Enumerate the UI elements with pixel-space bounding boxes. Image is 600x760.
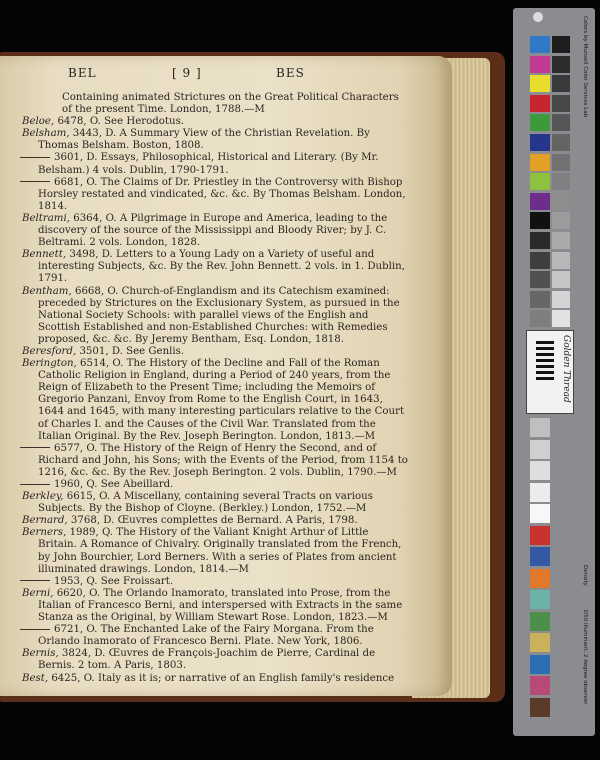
color-swatch (530, 504, 550, 523)
color-swatch (530, 676, 550, 695)
entry-headword: Berners, (22, 527, 67, 539)
color-swatch (530, 154, 550, 171)
entry-text: 6514, O. The History of the Decline and Fall of the Roman Catholic Religion in England, during a Period of 240 years, from the Reign of Elizabeth to the Present Time; including the Memoirs of Gregorio Panzani, Envoy from Rome to the English Court, in 1643, 1644 and 1645, with many interesting particulars relative to the Court of Charles I. and the Causes of the Civil War. Translated from the Italian Original. By the Rev. Joseph Berington. London, 1813.—M (38, 358, 405, 442)
gray-patch (552, 212, 570, 229)
index-entry (22, 479, 410, 491)
entry-text: 3498, D. Letters to a Young Lady on a Variety of useful and interesting Subjects, &c. By the Rev. John Bennett. 2 vols. in 1. Dublin, 1791. (38, 249, 405, 285)
ditto-dash (20, 157, 50, 158)
entry-headword: Best, (22, 672, 49, 684)
index-entry (22, 358, 410, 443)
color-swatch (530, 569, 550, 588)
index-entry (22, 624, 410, 648)
ditto-dash (20, 580, 50, 581)
index-entry (22, 491, 410, 515)
ditto-dash (20, 181, 50, 182)
color-swatch (530, 193, 550, 210)
target-label-top: Colors by Munsell Color Services Lab (582, 16, 588, 118)
index-entry (22, 249, 410, 285)
header-left-word: BEL (68, 66, 97, 80)
gray-patch (552, 36, 570, 53)
ditto-dash (20, 447, 50, 448)
barcode-mark (536, 340, 554, 380)
color-swatch (530, 655, 550, 674)
gray-patch (552, 154, 570, 171)
index-entry (22, 673, 410, 685)
entry-text: 6668, O. Church-of-Englandism and its Catechism examined: preceded by Strictures on the Exclusionary System, as pursued in the National Society Schools: with parallel views of the English and Scottish Established and non-Established Churches: with Remedies proposed, &c. &c. By Jeremy Bentham, Esq. London, 1818. (38, 285, 400, 345)
gray-patch (552, 271, 570, 288)
color-swatch (530, 134, 550, 151)
gray-patch (552, 134, 570, 151)
color-swatch (530, 173, 550, 190)
intro-line: of the present Time. London, 1788.—M (62, 104, 265, 116)
color-swatch (530, 612, 550, 631)
ditto-dash (20, 629, 50, 630)
running-header (0, 66, 440, 86)
entry-text: 6478, O. See Herodotus. (57, 116, 185, 128)
color-swatch (530, 547, 550, 566)
index-entry (22, 527, 410, 575)
color-swatch (530, 36, 550, 53)
index-text (22, 92, 410, 685)
entry-text: 3501, D. See Genlis. (79, 345, 185, 357)
gray-patch (552, 114, 570, 131)
index-entry (22, 515, 410, 527)
gray-patch (552, 310, 570, 327)
gray-patch (552, 252, 570, 269)
color-swatch (530, 271, 550, 288)
color-swatch (530, 698, 550, 717)
gray-patch (552, 232, 570, 249)
entry-headword: Belsham, (22, 128, 70, 140)
entry-text: 6364, O. A Pilgrimage in Europe and America, leading to the discovery of the source of the Mississippi and Bloody River; by J. C. Beltrami. 2 vols. London, 1828. (38, 212, 388, 249)
entry-text: 3443, D. A Summary View of the Christian Revelation. By Thomas Belsham. Boston, 1808. (38, 128, 370, 152)
ditto-dash (20, 484, 50, 485)
entry-headword: Bennett, (22, 249, 67, 261)
color-swatch (530, 75, 550, 92)
color-swatch (530, 526, 550, 545)
index-entry (22, 576, 410, 588)
insert-label: Golden Thread (561, 335, 571, 403)
index-entry (22, 346, 410, 358)
index-entry (22, 588, 410, 624)
color-swatch (530, 633, 550, 652)
color-swatch (530, 418, 550, 437)
color-swatch (530, 114, 550, 131)
entry-text: 1960, Q. See Abeillard. (54, 479, 174, 490)
entry-text: 1953, Q. See Froissart. (54, 575, 174, 587)
entry-text: 6425, O. Italy as it is; or narrative of an English family's residence (51, 672, 395, 684)
index-entry (22, 286, 410, 346)
entry-text: 6681, O. The Claims of Dr. Priestley in the Controversy with Bishop Horsley restated and vindicated, &c. &c. By Thomas Belsham. London, 1814. (38, 176, 406, 212)
gray-patch (552, 56, 570, 73)
entry-text: 3824, D. Œuvres de François-Joachim de Pierre, Cardinal de Bernis. 2 tom. A Paris, 1803. (38, 648, 376, 672)
entry-headword: Bentham, (22, 285, 72, 297)
target-label-density: Density (582, 565, 588, 586)
color-swatch (530, 232, 550, 249)
page-number: [ 9 ] (172, 66, 202, 80)
header-right-word: BES (276, 66, 305, 80)
entry-text: 3601, D. Essays, Philosophical, Historical and Literary. (By Mr. Belsham.) 4 vols. Dublin, 1790-1791. (38, 152, 379, 176)
registration-dot (533, 12, 543, 22)
entry-text: 6721, O. The Enchanted Lake of the Fairy Morgana. From the Orlando Inamorato of Francesco Berni. Plate. New York, 1806. (38, 624, 374, 648)
index-entry (22, 213, 410, 249)
color-swatch (530, 212, 550, 229)
color-swatch (530, 291, 550, 308)
entry-headword: Bernis, (22, 648, 59, 660)
entry-text: 6620, O. The Orlando Inamorato, translated into Prose, from the Italian of Francesco Berni, and interspersed with Extracts in the same Stanza as the Original, by William Stewart Rose. London, 1823.—M (38, 587, 403, 624)
color-swatch (530, 56, 550, 73)
color-swatch (530, 590, 550, 609)
entry-text: 6615, O. A Miscellany, containing several Tracts on various Subjects. By the Bishop of Cloyne. (Berkley.) London, 1752.—M (38, 491, 373, 515)
color-swatch (530, 310, 550, 327)
intro-line: Containing animated Strictures on the Great Political Characters (62, 92, 399, 103)
color-swatch (530, 95, 550, 112)
color-swatch (530, 440, 550, 459)
entry-headword: Beloe, (22, 116, 55, 128)
gray-patch (552, 173, 570, 190)
gray-patch (552, 291, 570, 308)
gray-patch (552, 95, 570, 112)
color-swatch (530, 461, 550, 480)
entry-list (22, 116, 410, 684)
entry-text: 6577, O. The History of the Reign of Henry the Second, and of Richard and John, his Sons; with the Events of the Period, from 1154 to 1216, &c. &c. By the Rev. Joseph Berington. 2 vols. Dublin, 1790.—M (38, 442, 408, 478)
index-entry (22, 116, 410, 128)
gray-patch (552, 193, 570, 210)
target-label-bottom: D50 Illuminant, 2 degree observer (582, 610, 588, 705)
entry-headword: Berington, (22, 358, 77, 370)
index-entry (22, 177, 410, 213)
color-swatch (530, 483, 550, 502)
gray-patch (552, 75, 570, 92)
entry-text: 3768, D. Œuvres complettes de Bernard. A Paris, 1798. (70, 515, 358, 527)
entry-headword: Berkley, (22, 491, 64, 503)
color-swatch (530, 252, 550, 269)
entry-headword: Bernard, (22, 515, 68, 527)
index-entry (22, 443, 410, 479)
entry-headword: Beresford, (22, 345, 77, 357)
entry-headword: Berni, (22, 587, 54, 599)
index-entry (22, 648, 410, 672)
index-entry (22, 152, 410, 176)
index-entry (22, 128, 410, 152)
entry-text: 1989, Q. The History of the Valiant Knight Arthur of Little Britain. A Romance of Chivalry. Originally translated from the French, by John Bourchier, Lord Berners. With a series of Plates from ancient illuminated drawings. London, 1814.—M (38, 527, 402, 575)
entry-headword: Beltrami, (22, 212, 70, 224)
